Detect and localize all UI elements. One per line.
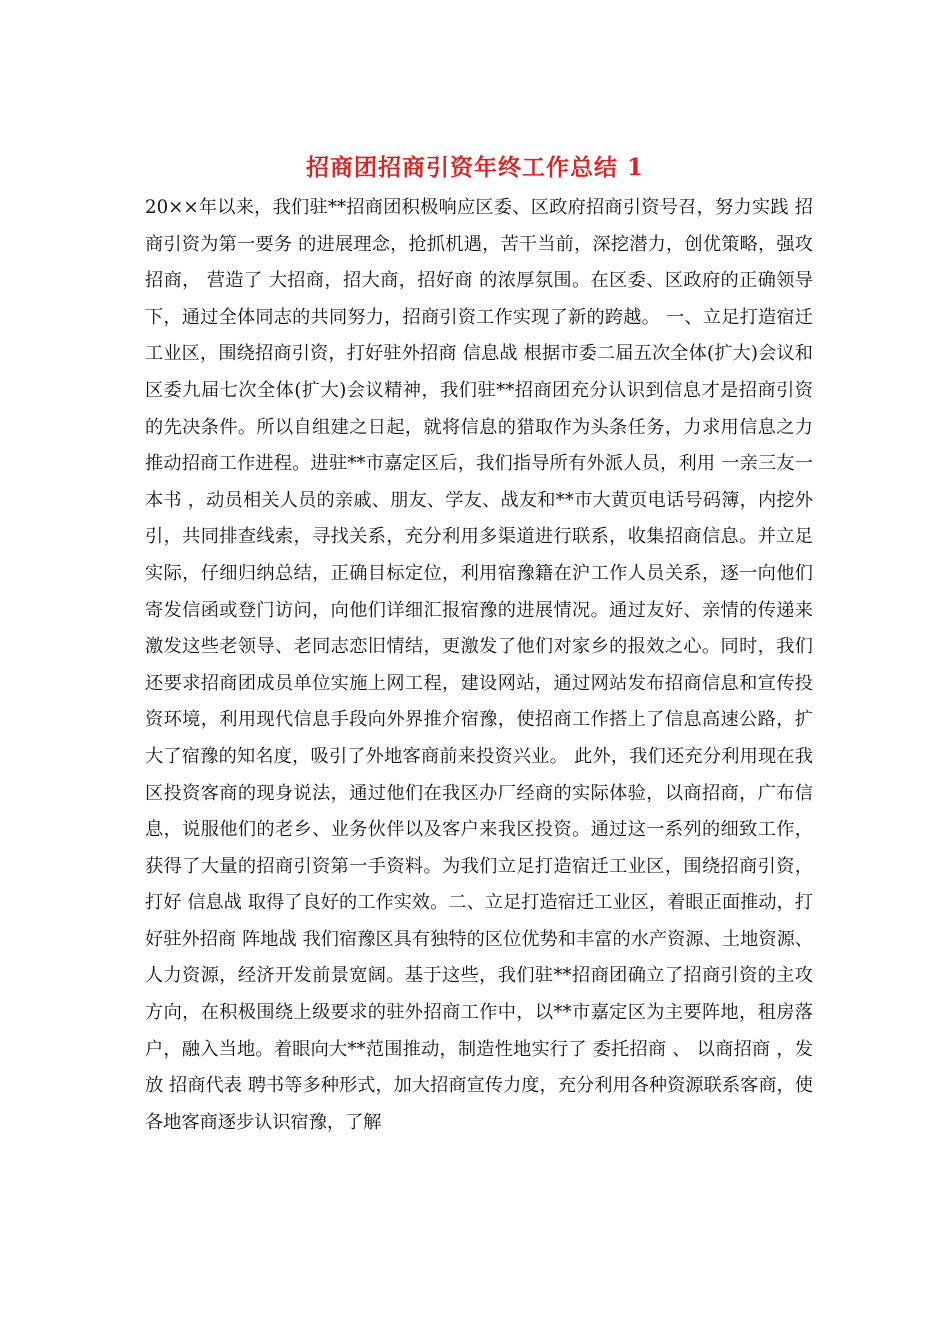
document-title: 招商团招商引资年终工作总结 1 [305,154,644,181]
document-body: 20××年以来，我们驻**招商团积极响应区委、区政府招商引资号召，努力实践 招商引资为第一要务 的进展理念，抢抓机遇，苦干当前，深挖潜力，创优策略，强攻招商， 营造了 大招商，招大商，招好商 的浓厚氛围。在区委、区政府的正确领导下，通过全体同志的共同努力，招商引资工作实现了新的跨越。 一、立足打造宿迁工业区，围绕招商引资，打好驻外招商 信息战 根据市委二届五次全体(扩大)会议和区委九届七次全体(扩大)会议精神，我们驻**招商团充分认识到信息才是招商引资的先决条件。所以自组建之日起，就将信息的猎取作为头条任务，力求用信息之力推动招商工作进程。进驻**市嘉定区后，我们指导所有外派人员，利用 一亲三友一本书 ，动员相关人员的亲戚、朋友、学友、战友和**市大黄页电话号码簿，内挖外引，共同排查线索，寻找关系，充分利用多渠道进行联系，收集招商信息。并立足实际，仔细归纳总结，正确目标定位，利用宿豫籍在沪工作人员关系，逐一向他们寄发信函或登门访问，向他们详细汇报宿豫的进展情况。通过友好、亲情的传递来激发这些老领导、老同志恋旧情结，更激发了他们对家乡的报效之心。同时，我们还要求招商团成员单位实施上网工程，建设网站，通过网站发布招商信息和宣传投资环境，利用现代信息手段向外界推介宿豫，使招商工作搭上了信息高速公路，扩大了宿豫的知名度，吸引了外地客商前来投资兴业。 此外，我们还充分利用现在我区投资客商的现身说法，通过他们在我区办厂经商的实际体验，以商招商，广布信息，说服他们的老乡、业务伙伴以及客户来我区投资。通过这一系列的细致工作，获得了大量的招商引资第一手资料。为我们立足打造宿迁工业区，围绕招商引资，打好 信息战 取得了良好的工作实效。二、立足打造宿迁工业区，着眼正面推动，打好驻外招商 阵地战 我们宿豫区具有独特的区位优势和丰富的水产资源、土地资源、人力资源，经济开发前景宽阔。基于这些，我们驻**招商团确立了招商引资的主攻方向，在积极围绕上级要求的驻外招商工作中，以**市嘉定区为主要阵地，租房落户，融入当地。着眼向大**范围推动，制造性地实行了 委托招商 、 以商招商 ，发放 招商代表 聘书等多种形式，加大招商宣传力度，充分利用各种资源联系客商，使各地客商逐步认识宿豫，了解 [145,197,813,1133]
